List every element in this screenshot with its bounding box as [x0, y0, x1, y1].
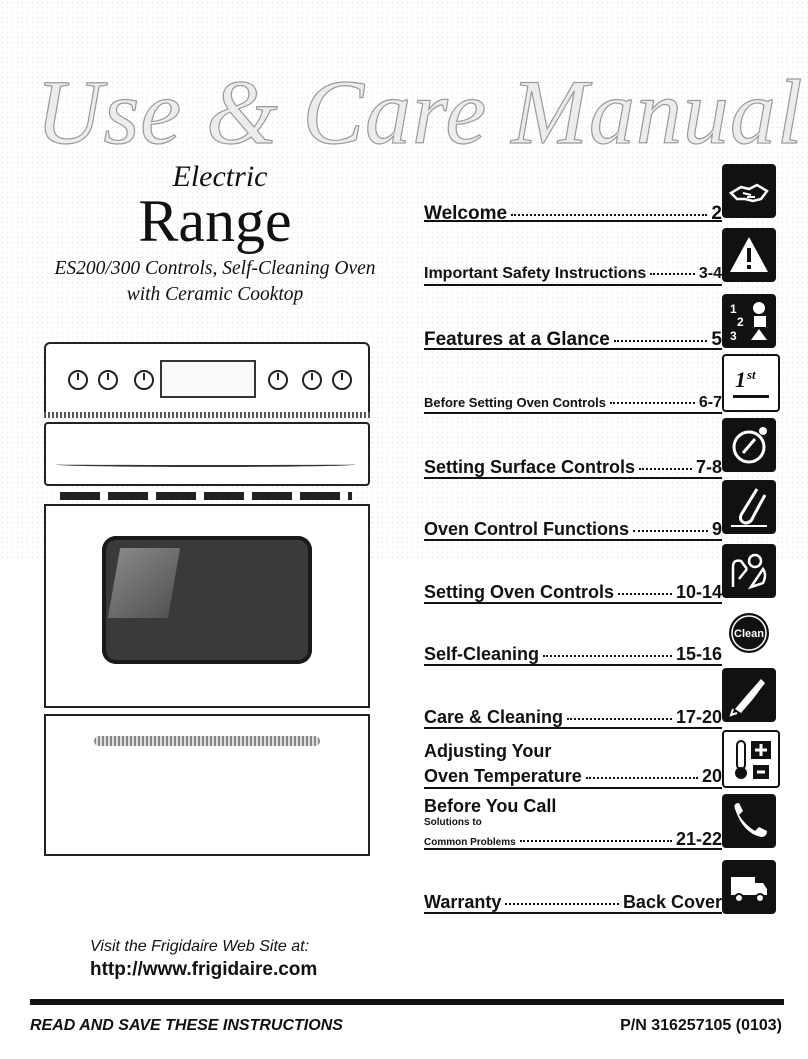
oven-door [44, 504, 370, 708]
knob-icon [268, 370, 288, 390]
toc-label: Before Setting Oven Controls [424, 395, 607, 410]
leader-dots [614, 321, 708, 342]
manual-title: Use & Care Manual [36, 61, 804, 163]
knob-icon [134, 370, 154, 390]
divider [424, 348, 722, 350]
toc-page: 9 [711, 519, 722, 539]
toc-label: Setting Surface Controls [424, 457, 636, 477]
door-handle [60, 492, 352, 500]
footer-rule [30, 999, 784, 1005]
divider [424, 539, 722, 541]
toc-entry-before-you-call[interactable] [424, 796, 722, 850]
divider [424, 602, 722, 604]
toc-page: 20 [701, 766, 722, 786]
toc-page: 10-14 [675, 582, 722, 602]
clean-icon [722, 606, 776, 660]
storage-drawer [44, 714, 370, 856]
leader-dots [586, 759, 698, 779]
toc-label: Before You Call [424, 796, 557, 816]
toc-label: Care & Cleaning [424, 707, 564, 727]
toc-page: Back Cover [622, 892, 722, 912]
toc-entry-safety[interactable] [424, 260, 722, 286]
leader-dots [511, 195, 707, 216]
toc-entry-warranty[interactable] [424, 888, 722, 914]
product-name: Range [138, 188, 292, 254]
toc-page: 17-20 [675, 707, 722, 727]
svg-text:3: 3 [730, 329, 737, 343]
thermometer-icon [722, 730, 780, 788]
toc-page: 3-4 [698, 265, 722, 282]
knob-icon [332, 370, 352, 390]
vent-strip [44, 412, 370, 418]
leader-dots [543, 637, 672, 657]
toc-sublabel: Common Problems [424, 837, 516, 848]
toc-sublabel: Solutions to [424, 817, 482, 828]
toc-label: Self-Cleaning [424, 644, 540, 664]
toc-entry-oven-functions[interactable] [424, 515, 722, 541]
toc-entry-features[interactable] [424, 324, 722, 350]
finger-press-icon [722, 480, 776, 534]
control-panel [44, 342, 370, 414]
oven-display [160, 360, 256, 398]
toc-page: 21-22 [675, 829, 722, 849]
first-icon [722, 354, 780, 412]
oven-window [102, 536, 312, 664]
toc-page: 5 [711, 329, 722, 350]
handshake-icon [722, 164, 776, 218]
divider [424, 664, 722, 666]
toc-entry-surface-controls[interactable] [424, 453, 722, 479]
truck-icon [722, 860, 776, 914]
knob-icon [68, 370, 88, 390]
phone-icon [722, 794, 776, 848]
toc-label: Setting Oven Controls [424, 582, 615, 602]
toc-label: Features at a Glance [424, 329, 610, 350]
knob-icon [302, 370, 322, 390]
leader-dots [567, 700, 672, 720]
svg-text:1: 1 [730, 302, 737, 316]
svg-text:2: 2 [737, 315, 744, 329]
clean-icon-text: Clean [734, 628, 764, 640]
numbered-steps-icon [722, 294, 776, 348]
divider [424, 412, 722, 414]
divider [424, 787, 722, 789]
knob-icon [98, 370, 118, 390]
toc-entry-setting-oven[interactable] [424, 578, 722, 604]
toc-entry-before-setting[interactable] [424, 392, 722, 414]
toc-label: Warranty [424, 892, 502, 912]
ceramic-cooktop [44, 422, 370, 486]
toc-label: Important Safety Instructions [424, 265, 647, 282]
part-number: P/N 316257105 (0103) [620, 1017, 782, 1034]
svg-text:st: st [747, 367, 756, 382]
range-illustration [42, 340, 372, 854]
hands-settings-icon [722, 544, 776, 598]
leader-dots [639, 450, 692, 470]
website-label: Visit the Frigidaire Web Site at: [90, 938, 310, 955]
svg-text:1: 1 [735, 367, 746, 392]
surface-knob-icon [722, 418, 776, 472]
leader-dots [633, 512, 708, 532]
toc-page: 15-16 [675, 644, 722, 664]
divider [424, 727, 722, 729]
leader-dots [610, 389, 695, 404]
product-description [30, 256, 400, 308]
toc-entry-welcome[interactable] [424, 198, 722, 222]
leader-dots [505, 885, 619, 905]
divider [424, 477, 722, 479]
leader-dots [520, 830, 672, 842]
toc-page: 2 [711, 203, 722, 224]
leader-dots [618, 575, 672, 595]
toc-label: Oven Temperature [424, 766, 582, 786]
website-url[interactable]: http://www.frigidaire.com [90, 959, 318, 980]
save-instructions-note: READ AND SAVE THESE INSTRUCTIONS [30, 1017, 343, 1034]
toc-page: 6-7 [698, 394, 722, 411]
warning-icon [722, 228, 776, 282]
divider [424, 220, 722, 222]
divider [424, 848, 722, 850]
product-description-line1: ES200/300 Controls, Self-Cleaning Oven [54, 258, 376, 279]
leader-dots [650, 257, 695, 275]
toc-entry-care-cleaning[interactable] [424, 703, 722, 729]
product-type: Electric [172, 160, 268, 193]
cleaning-hand-icon [722, 668, 776, 722]
toc-page: 7-8 [695, 457, 722, 477]
product-description-line2: with Ceramic Cooktop [126, 284, 304, 305]
divider [424, 912, 722, 914]
divider [424, 284, 722, 286]
toc-entry-self-cleaning[interactable] [424, 640, 722, 666]
toc-label: Adjusting Your [424, 741, 552, 761]
toc-entry-adjust-temp[interactable] [424, 741, 722, 789]
toc-label: Welcome [424, 203, 508, 224]
toc-label: Oven Control Functions [424, 519, 629, 539]
